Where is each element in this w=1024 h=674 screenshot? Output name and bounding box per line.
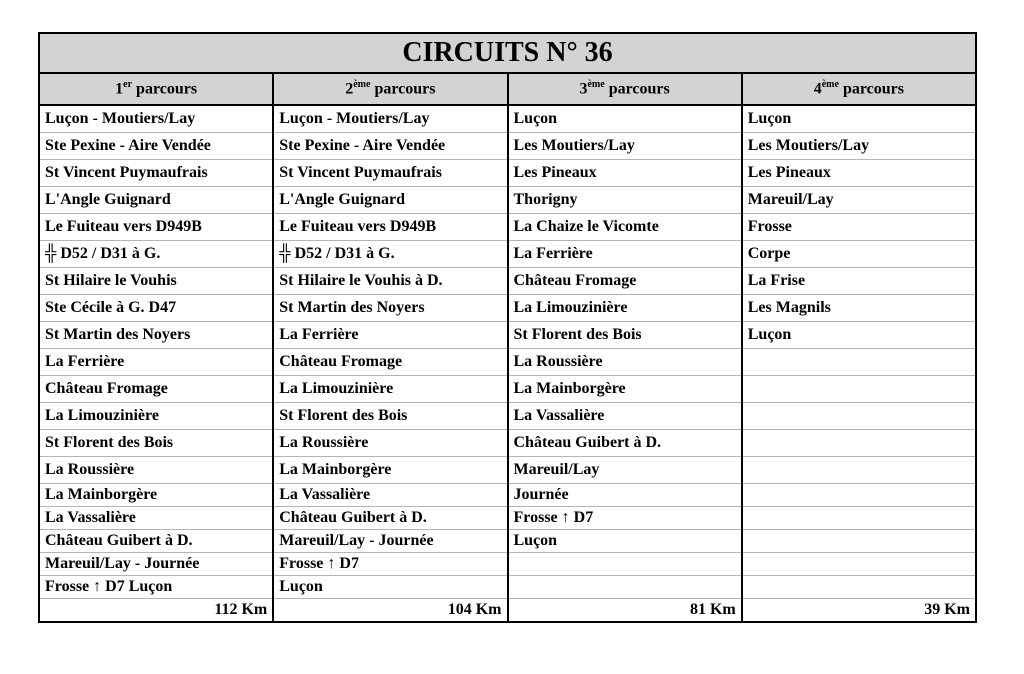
header-num: 4 xyxy=(813,80,822,98)
route-cell: St Hilaire le Vouhis à D. xyxy=(273,268,507,295)
table-row xyxy=(39,553,976,576)
table-row xyxy=(39,457,976,484)
route-cell: Château Guibert à D. xyxy=(508,430,742,457)
column-header-1 xyxy=(39,73,273,105)
table-row xyxy=(39,187,976,214)
header-word: parcours xyxy=(370,80,436,98)
route-cell: Frosse ↑ D7 xyxy=(508,507,742,530)
route-cell xyxy=(742,576,976,599)
route-cell: Mareuil/Lay xyxy=(742,187,976,214)
header-word: parcours xyxy=(604,80,670,98)
route-cell: La Frise xyxy=(742,268,976,295)
table-row xyxy=(39,530,976,553)
route-cell: La Limouzinière xyxy=(39,403,273,430)
route-cell: La Limouzinière xyxy=(508,295,742,322)
route-cell: St Martin des Noyers xyxy=(273,295,507,322)
table-row xyxy=(39,403,976,430)
route-cell: Luçon - Moutiers/Lay xyxy=(273,105,507,133)
route-cell: Les Magnils xyxy=(742,295,976,322)
route-cell: Luçon xyxy=(508,530,742,553)
route-cell: Château Guibert à D. xyxy=(39,530,273,553)
header-sup: ème xyxy=(353,79,371,91)
table-row xyxy=(39,295,976,322)
route-cell: La Chaize le Vicomte xyxy=(508,214,742,241)
route-cell: Ste Pexine - Aire Vendée xyxy=(273,133,507,160)
route-cell: Les Moutiers/Lay xyxy=(508,133,742,160)
route-cell: Frosse ↑ D7 Luçon xyxy=(39,576,273,599)
route-cell xyxy=(742,403,976,430)
route-cell: Luçon xyxy=(273,576,507,599)
header-num: 2 xyxy=(345,80,354,98)
header-num: 3 xyxy=(579,80,588,98)
circuits-table xyxy=(38,32,977,623)
route-cell: La Mainborgère xyxy=(508,376,742,403)
route-cell: La Roussière xyxy=(39,457,273,484)
route-cell: Luçon xyxy=(742,322,976,349)
header-word: parcours xyxy=(132,80,198,98)
table-body xyxy=(39,105,976,599)
route-cell: St Martin des Noyers xyxy=(39,322,273,349)
route-cell: Les Pineaux xyxy=(742,160,976,187)
route-cell: L'Angle Guignard xyxy=(273,187,507,214)
route-cell: La Roussière xyxy=(273,430,507,457)
table-row xyxy=(39,349,976,376)
route-cell xyxy=(742,507,976,530)
table-row xyxy=(39,507,976,530)
route-cell xyxy=(742,553,976,576)
route-cell: Château Fromage xyxy=(273,349,507,376)
route-cell: La Mainborgère xyxy=(39,484,273,507)
route-cell: Mareuil/Lay xyxy=(508,457,742,484)
route-cell: La Vassalière xyxy=(39,507,273,530)
table-row xyxy=(39,484,976,507)
route-cell xyxy=(742,430,976,457)
route-cell: Château Guibert à D. xyxy=(273,507,507,530)
route-cell: Les Pineaux xyxy=(508,160,742,187)
header-num: 1 xyxy=(115,80,124,98)
table-row xyxy=(39,376,976,403)
table-title: CIRCUITS N° 36 xyxy=(39,33,976,73)
route-cell: St Florent des Bois xyxy=(508,322,742,349)
route-cell: St Florent des Bois xyxy=(39,430,273,457)
route-cell: Les Moutiers/Lay xyxy=(742,133,976,160)
route-cell: St Vincent Puymaufrais xyxy=(273,160,507,187)
title-row xyxy=(39,33,976,73)
table-row xyxy=(39,322,976,349)
route-cell xyxy=(742,484,976,507)
route-cell: Journée xyxy=(508,484,742,507)
route-cell: La Ferrière xyxy=(273,322,507,349)
route-cell xyxy=(508,553,742,576)
route-cell: Frosse ↑ D7 xyxy=(273,553,507,576)
route-cell: St Hilaire le Vouhis xyxy=(39,268,273,295)
header-row xyxy=(39,73,976,105)
route-cell: St Florent des Bois xyxy=(273,403,507,430)
route-cell xyxy=(742,457,976,484)
route-cell: Château Fromage xyxy=(508,268,742,295)
route-cell: Mareuil/Lay - Journée xyxy=(39,553,273,576)
route-cell: Luçon - Moutiers/Lay xyxy=(39,105,273,133)
route-cell: Corpe xyxy=(742,241,976,268)
route-cell: La Mainborgère xyxy=(273,457,507,484)
route-cell: La Ferrière xyxy=(508,241,742,268)
route-cell: Thorigny xyxy=(508,187,742,214)
table-row xyxy=(39,576,976,599)
table-row xyxy=(39,105,976,133)
header-sup: ème xyxy=(821,79,839,91)
route-cell: La Roussière xyxy=(508,349,742,376)
route-cell xyxy=(742,530,976,553)
route-cell: Luçon xyxy=(742,105,976,133)
header-sup: ème xyxy=(587,79,605,91)
route-cell: Château Fromage xyxy=(39,376,273,403)
route-cell xyxy=(742,349,976,376)
header-sup: er xyxy=(123,79,133,91)
distance-row xyxy=(39,599,976,623)
route-cell: La Vassalière xyxy=(273,484,507,507)
column-header-4 xyxy=(742,73,976,105)
route-cell: St Vincent Puymaufrais xyxy=(39,160,273,187)
route-cell: L'Angle Guignard xyxy=(39,187,273,214)
route-cell: Ste Pexine - Aire Vendée xyxy=(39,133,273,160)
route-cell: Ste Cécile à G. D47 xyxy=(39,295,273,322)
table-row xyxy=(39,160,976,187)
distance-cell: 112 Km xyxy=(39,599,273,623)
distance-cell: 39 Km xyxy=(742,599,976,623)
route-cell xyxy=(508,576,742,599)
route-cell: Le Fuiteau vers D949B xyxy=(273,214,507,241)
route-cell: La Limouzinière xyxy=(273,376,507,403)
column-header-2 xyxy=(273,73,507,105)
route-cell xyxy=(742,376,976,403)
table-row xyxy=(39,268,976,295)
route-cell: Luçon xyxy=(508,105,742,133)
route-cell: La Vassalière xyxy=(508,403,742,430)
column-header-3 xyxy=(508,73,742,105)
distance-cell: 81 Km xyxy=(508,599,742,623)
table-row xyxy=(39,241,976,268)
route-cell: Frosse xyxy=(742,214,976,241)
distance-cell: 104 Km xyxy=(273,599,507,623)
table-row xyxy=(39,133,976,160)
table-row xyxy=(39,214,976,241)
route-cell: Mareuil/Lay - Journée xyxy=(273,530,507,553)
route-cell: ╬ D52 / D31 à G. xyxy=(273,241,507,268)
route-cell: ╬ D52 / D31 à G. xyxy=(39,241,273,268)
header-word: parcours xyxy=(838,80,904,98)
table-row xyxy=(39,430,976,457)
route-cell: Le Fuiteau vers D949B xyxy=(39,214,273,241)
route-cell: La Ferrière xyxy=(39,349,273,376)
